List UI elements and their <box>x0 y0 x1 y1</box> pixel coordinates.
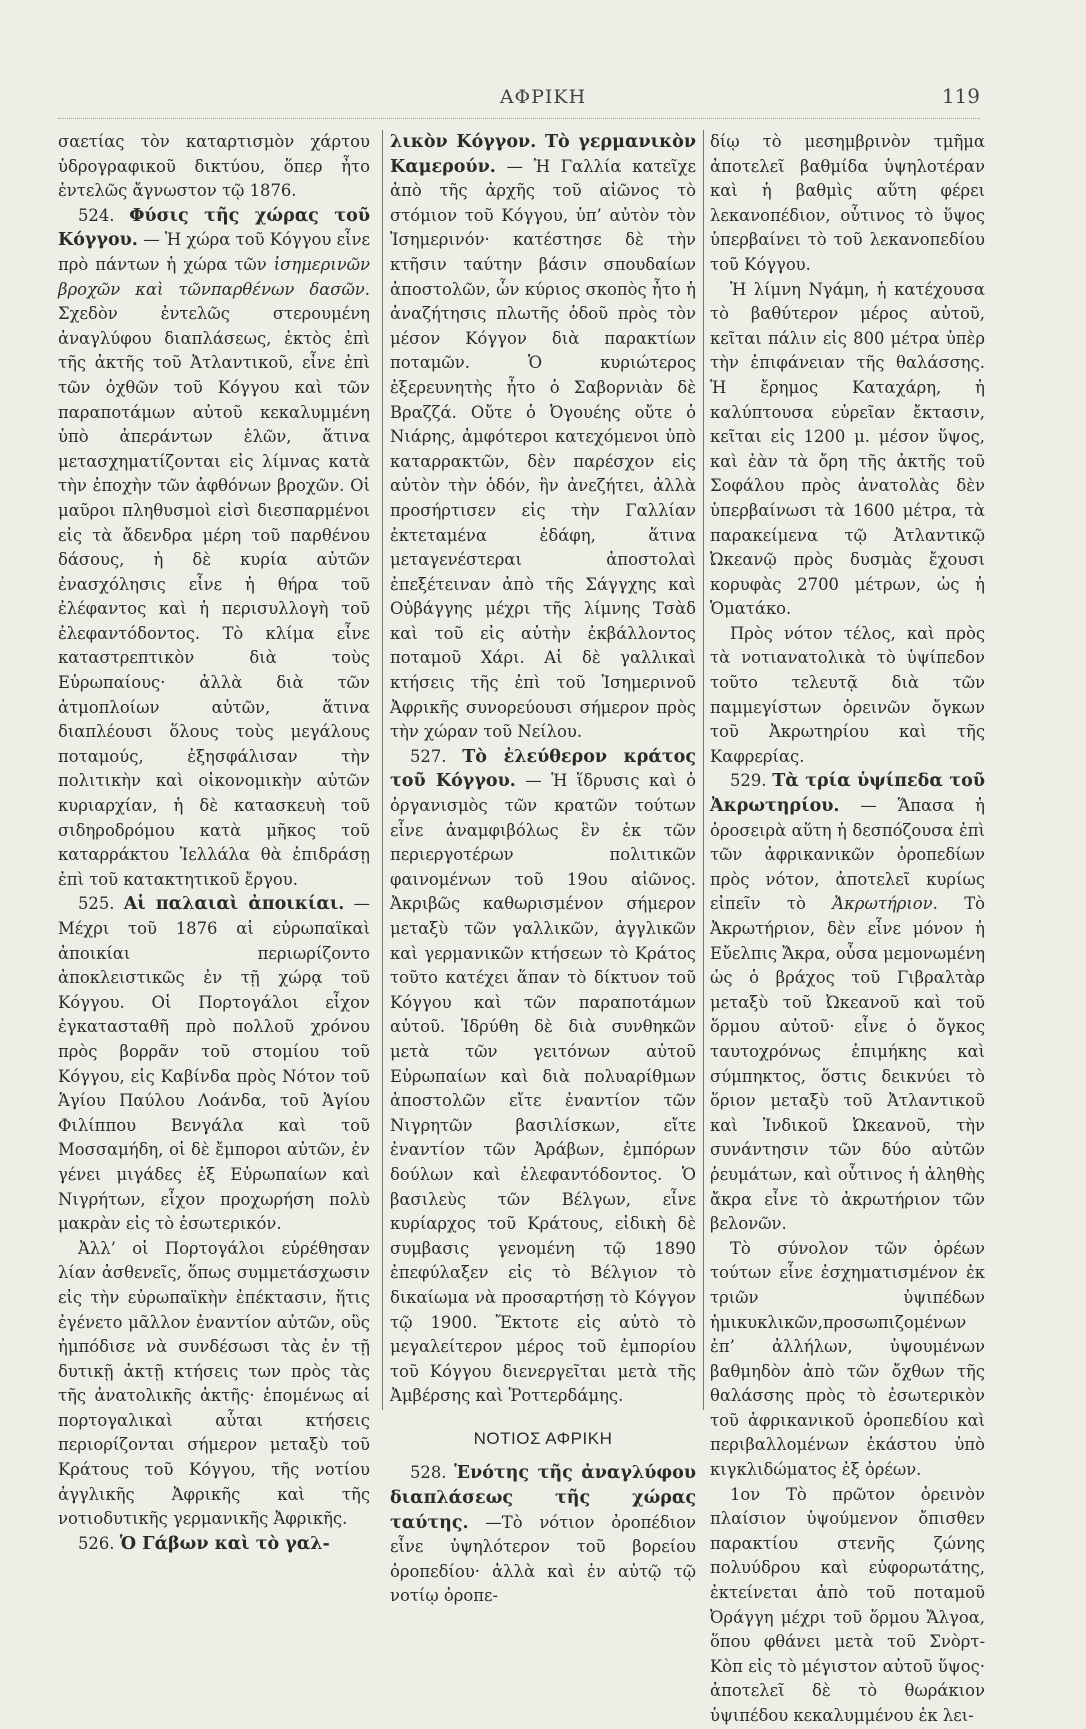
paragraph-text: —Τὸ νότιον ὀροπέδιον εἶνε ὑψηλότερον τοῦ βορείου ὀροπεδίου· ἀλλὰ καὶ ἐν αὐτῷ τῷ νοτίῳ ὀροπε- <box>390 1512 696 1606</box>
italic-text: Ἀκρωτήριον. <box>832 894 938 914</box>
section-529 <box>710 769 985 1236</box>
section-527 <box>390 745 696 1409</box>
section-title: λικὸν Κόγγον. Τὸ γερμανικὸν Καμερούν. <box>390 132 696 177</box>
section-524 <box>58 204 370 893</box>
section-number: 529. <box>730 771 767 791</box>
paragraph: Τὸ σύνολον τῶν ὀρέων τούτων εἶνε ἐσχηματισμένον ἐκ τριῶν ὑψιπέδων ἡμικυκλικῶν,προσωπιζομένων ἐπ’ ἀλλήλων, ὑψουμένων βαθμηδὸν ἀπὸ τῶν ὄχθων τῆς θαλάσσης πρὸς τὸ ἐσωτερικὸν τοῦ ἀφρικανικοῦ ὀροπεδίου καὶ περιβαλλομένων ἑκάστου ὑπὸ κιγκλιδώματος ἐξ ὀρέων. <box>710 1238 985 1480</box>
text-column-3 <box>710 130 986 1725</box>
section-number: 526. <box>78 1533 115 1553</box>
paragraph-text: — Μέχρι τοῦ 1876 αἱ εὐρωπαϊκαὶ ἀποικίαι περιωρίζοντο ἀποκλειστικῶς ἐν τῇ χώρᾳ τοῦ Κόγγου. Οἱ Πορτογάλοι εἶχον ἐγκατασταθῆ πρὸ πολλοῦ χρόνου πρὸς βορρᾶν τοῦ στομίου τοῦ Κόγγου, εἰς Καβίνδα πρὸς Νότον τοῦ Ἁγίου Παύλου Λοάνδα, τοῦ Ἁγίου Φιλίππου Βενγάλα καὶ τοῦ Μοσσαμήδη, οἱ δὲ ἔμποροι αὐτῶν, ἐν γένει μιγάδες ἐξ Εὐρωπαίων καὶ Νιγρήτων, εἶχον προχωρήση πολὺ μακρὰν εἰς τὸ ἐσωτερικόν. <box>58 894 370 1234</box>
paragraph: 1ον Τὸ πρῶτον ὀρεινὸν πλαίσιον ὑψούμενον ὄπισθεν παρακτίου στενῆς ζώνης πολυύδρου καὶ εὐφορωτάτης, ἐκτείνεται ἀπὸ τοῦ ποταμοῦ Ὀράγγη μέχρι τοῦ ὅρμου Ἄλγοα, ὅπου φθάνει μετὰ τοῦ Σνὸρτ-Κὸπ εἰς τὸ μέγιστον αὐτοῦ ὕψος· ἀποτελεῖ δὲ τὸ θωράκιον ὑψιπέδου κεκαλυμμένου ἐκ λει- <box>710 1484 985 1725</box>
section-number: 524. <box>78 205 115 225</box>
paragraph: σαετίας τὸν καταρτισμὸν χάρτου ὑδρογραφικοῦ δικτύου, ὅπερ ἦτο ἐντελῶς ἄγνωστον τῷ 1876. <box>58 132 370 201</box>
running-header-title: ΑΦΡΙΚΗ <box>499 86 587 108</box>
section-number: 525. <box>78 894 115 914</box>
paragraph-text: — Ἡ Γαλλία κατεῖχε ἀπὸ τῆς ἀρχῆς τοῦ αἰῶνος τὸ στόμιον τοῦ Κόγγου, ὑπ’ αὐτὸν τὸν Ἰσημερινόν· κατέστησε δὲ τὴν κτῆσιν ταύτην βάσιν σπουδαίων ἀποστολῶν, ὧν κύριος σκοπὸς ἦτο ἡ ἀναζήτησις πλωτῆς ὁδοῦ πρὸς τὸν μέσον Κόγγον διὰ παρακτίων ποταμῶν. Ὁ κυριώτερος ἐξερευνητὴς ἦτο ὁ Σαβορνιὰν δὲ Βραζζά. Οὔτε ὁ Ὀγουέης οὔτε ὁ Νιάρης, ἀμφότεροι κατεχόμενοι ὑπὸ καταρρακτῶν, δὲν παρέσχον εἰς αὐτὸν τὴν ὁδόν, ἣν ἀνεζήτει, ἀλλὰ προσήρτισεν εἰς τὴν Γαλλίαν ἐκτεταμένα ἐδάφη, ἅτινα μεταγενέστεραι ἀποστολαὶ ἐπεξέτειναν ἀπὸ τῆς Σάγγχης καὶ Οὐβάγγης μέχρι τῆς λίμνης Τσὰδ καὶ τοῦ εἰς αὐτὴν ἐκβάλλοντος ποταμοῦ Χάρι. Αἱ δὲ γαλλικαὶ κτήσεις τῆς ἐπὶ τοῦ Ἰσημερινοῦ Ἀφρικῆς συνορεύουσι σήμερον πρὸς τὴν χώραν τοῦ Νείλου. <box>390 156 696 742</box>
section-525 <box>58 892 370 1236</box>
column-divider-1 <box>382 130 383 1410</box>
paragraph-text: Σχεδὸν ἐντελῶς στερουμένη ἀναγλύφου διαπλάσεως, ἐκτὸς ἐπὶ τῆς ἀκτῆς τοῦ Ἀτλαντικοῦ, εἶνε ἐπὶ τῶν ὀχθῶν τοῦ Κόγγου καὶ τῶν παραποτάμων αὐτοῦ κεκαλυμμένη ὑπὸ ἀπεράντων ἑλῶν, ἅτινα μετασχηματίζονται εἰς λίμνας κατὰ τὴν ἐποχὴν τῶν ἀφθόνων βροχῶν. Οἱ μαῦροι πληθυσμοὶ εἰσὶ διεσπαρμένοι εἰς τὰ ἄδενδρα μέρη τοῦ παρθένου δάσους, ἡ δὲ κυρία αὐτῶν ἐνασχόλησις εἶνε ἡ θήρα τοῦ ἐλέφαντος καὶ ἡ περισυλλογὴ τοῦ ἐλεφαντόδοντος. Τὸ κλίμα εἶνε καταστρεπτικὸν διὰ τοὺς Εὐρωπαίους· ἀλλὰ διὰ τῶν ἀτμοπλοίων αὐτῶν, ἅτινα διαπλέουσι ὅλους τοὺς μεγάλους ποταμούς, ἐξησφάλισαν τὴν πολιτικὴν καὶ οἰκονομικὴν αὐτῶν κυριαρχίαν, ἡ δὲ κατασκευὴ τοῦ σιδηροδρόμου κατὰ μῆκος τοῦ καταρράκτου Ἰελλάλα θὰ ἐπιδράσῃ ἐπὶ τοῦ κατακτητικοῦ ἔργου. <box>58 304 370 889</box>
section-title: Ἑνότης τῆς ἀναγλύφου διαπλάσεως τῆς χώρας ταύτης. <box>390 1463 696 1533</box>
column-divider-2 <box>703 130 704 1410</box>
section-title: Τὰ τρία ὑψίπεδα τοῦ Ἀκρωτηρίου. <box>710 771 985 817</box>
section-526-cont <box>390 130 696 745</box>
section-title: Ὁ Γάβων καὶ τὸ γαλ- <box>119 1533 330 1554</box>
text-column-2 <box>390 130 696 1606</box>
section-title: Τὸ ἐλεύθερον κράτος τοῦ Κόγγου. <box>390 746 696 792</box>
section-528 <box>390 1461 696 1609</box>
page-number: 119 <box>941 84 980 108</box>
chapter-heading: ΝΟΤΙΟΣ ΑΦΡΙΚΗ <box>473 1428 613 1448</box>
paragraph-text: Τὸ Ἀκρωτήριον, δὲν εἶνε μόνον ἡ Εὔελπις Ἄκρα, οὖσα μεμονωμένη ὡς ὁ βράχος τοῦ Γιβραλτὰρ μεταξὺ τοῦ Ὠκεανοῦ καὶ τοῦ ὅρμου αὐτοῦ· εἶνε ὁ ὄγκος ταυτοχρόνως ἐπιμήκης καὶ σύμπηκτος, ὅστις δεικνύει τὸ ὅριον μεταξὺ τοῦ Ἀτλαντικοῦ καὶ Ἰνδικοῦ Ὠκεανοῦ, τὴν συνάντησιν τῶν δύο αὐτῶν ῥευμάτων, καὶ οὗτινος ἡ ἀληθὴς ἄκρα εἶνε τὸ ἀκρωτήριον τῶν βελονῶν. <box>710 894 986 1234</box>
paragraph: Ἡ λίμνη Νγάμη, ἡ κατέχουσα τὸ βαθύτερον μέρος αὐτοῦ, κεῖται πάλιν εἰς 800 μέτρα ὑπὲρ τὴν ἐπιφάνειαν τῆς θαλάσσης. Ἡ ἔρημος Καταχάρη, ἡ καλύπτουσα εὐρεῖαν ἔκτασιν, κεῖται εἰς 1200 μ. μέσον ὕψος, καὶ ἐὰν τὰ ὄρη τῆς ἀκτῆς τοῦ Σοφάλου πρὸς ἀνατολὰς δὲν ὑπερβαίνωσι τὰ 1600 μέτρα, τὰ παρακείμενα τῷ Ἀτλαντικῷ Ὠκεανῷ πρὸς δυσμὰς ἔχουσι κορυφὰς 2700 μέτρων, ὡς ἡ Ὁματάκο. <box>710 279 985 619</box>
paragraph: Ἀλλ’ οἱ Πορτογάλοι εὑρέθησαν λίαν ἀσθενεῖς, ὅπως συμμετάσχωσιν εἰς τὴν εὐρωπαϊκὴν ἐπέκτασιν, ἥτις ἐγένετο μᾶλλον ἐναντίον αὐτῶν, οὓς ἠμπόδισε νὰ συνδέσωσι τὰς ἐν τῇ δυτικῇ ἀκτῇ κτήσεις των πρὸς τὰς τῆς ἀνατολικῆς ἀκτῆς· ἑπομένως αἱ πορτογαλικαὶ αὗται κτήσεις περιορίζονται σήμερον μεταξὺ τοῦ Κράτους τοῦ Κόγγου, τῆς νοτίου ἀγγλικῆς Ἀφρικῆς καὶ τῆς νοτιοδυτικῆς γερμανικῆς Ἀφρικῆς. <box>58 1238 370 1529</box>
paragraph-text: — Ἡ χώρα τοῦ Κόγγου εἶνε πρὸ πάντων ἡ χώρα τῶν <box>58 230 370 274</box>
section-title: Αἱ παλαιαὶ ἀποικίαι. <box>123 894 345 915</box>
section-number: 527. <box>410 746 447 766</box>
paragraph: Πρὸς νότον τέλος, καὶ πρὸς τὰ νοτιανατολικὰ τὸ ὑψίπεδον τοῦτο τελευτᾷ διὰ τῶν παμμεγίστων ὀρεινῶν ὄγκων τοῦ Ἀκρωτηρίου καὶ τῆς Καφρερίας. <box>710 623 985 766</box>
text-column-1 <box>58 130 370 1554</box>
paragraph-text: — Ἡ ἵδρυσις καὶ ὁ ὀργανισμὸς τῶν κρατῶν τούτων εἶνε ἀναμφιβόλως ἓν ἐκ τῶν περιεργοτέρων πολιτικῶν φαινομένων τοῦ 19ου αἰῶνος. Ἀκριβῶς καθωρισμένον σήμερον μεταξὺ τῶν γαλλικῶν, ἀγγλικῶν καὶ γερμανικῶν κτήσεων τὸ Κράτος τοῦτο κατέχει ἅπαν τὸ δίκτυον τοῦ Κόγγου καὶ τῶν παραποτάμων αὐτοῦ. Ἱδρύθη δὲ διὰ συνθηκῶν μετὰ τῶν γειτόνων αὐτοῦ Εὐρωπαίων καὶ διὰ πολυαρίθμων ἀποστολῶν εἴτε ἐναντίον τῶν Νιγρητῶν βασιλίσκων, εἴτε ἐναντίον τῶν Ἀράβων, ἐμπόρων δούλων καὶ ἐλεφαντόδοντος. Ὁ βασιλεὺς τῶν Βέλγων, εἶνε κυρίαρχος τοῦ Κράτους, εἰδικὴ δὲ συμβασις γενομένη τῷ 1890 ἐπεφύλαξεν εἰς τὸ Βέλγιον τὸ δικαίωμα νὰ προσαρτήσῃ τὸ Κόγγον τῷ 1900. Ἔκτοτε εἰς αὐτὸ τὸ μεγαλείτερον μέρος τοῦ ἐμπορίου τοῦ Κόγγου διενεργεῖται μετὰ τῆς Ἀμβέρσης καὶ Ῥοττερδάμης. <box>390 771 696 1406</box>
paragraph: δίῳ τὸ μεσημβρινὸν τμῆμα ἀποτελεῖ βαθμίδα ὑψηλοτέραν καὶ ἡ βαθμὶς αὕτη φέρει λεκανοπέδιον, οὗτινος τὸ ὕψος ὑπερβαίνει τὸ τοῦ λεκανοπεδίου τοῦ Κόγγου. <box>710 132 985 274</box>
italic-text: ἰσημερινῶν βροχῶν καὶ τῶνπαρθένων δασῶν. <box>58 254 370 299</box>
paragraph-text: — Ἅπασα ἡ ὀροσειρὰ αὕτη ἡ δεσπόζουσα ἐπὶ τῶν ἀφρικανικῶν ὀροπεδίων πρὸς νότον, ἀποτελεῖ κυρίως εἰπεῖν τὸ <box>710 796 985 914</box>
header-divider <box>58 118 980 119</box>
section-526 <box>58 1532 370 1557</box>
section-number: 528. <box>410 1463 447 1483</box>
section-title: Φύσις τῆς χώρας τοῦ Κόγγου. <box>58 205 370 251</box>
